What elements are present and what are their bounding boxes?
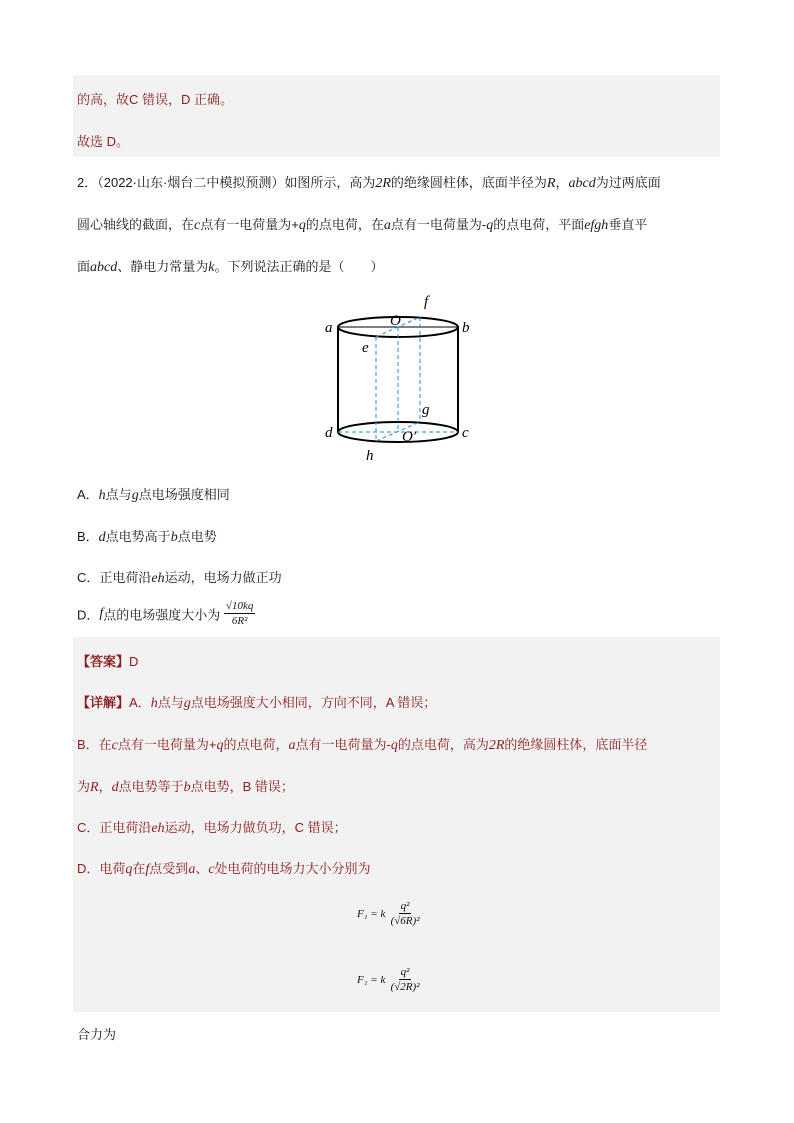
detail-label: 【详解】 [77, 695, 130, 710]
option-text: 点与 [105, 487, 132, 502]
math-var: a [288, 738, 296, 753]
label-O: O [390, 313, 401, 329]
question-source: （2022·山东·烟台二中模拟预测） [97, 175, 285, 190]
label-d: d [325, 425, 333, 441]
detail-text: 点受到 [149, 861, 189, 876]
math-var: d [98, 530, 106, 545]
math-var: 2R [375, 176, 391, 191]
label-O-prime: O′ [402, 429, 417, 445]
fraction-denominator: (√6R)² [390, 915, 420, 927]
option-text: 点电势高于 [105, 529, 171, 544]
detail-text: 的点电荷， [223, 737, 289, 752]
detail-line-c [77, 817, 347, 837]
answer-line [77, 651, 138, 670]
math-var: g [131, 488, 139, 503]
math-var: f [145, 862, 150, 877]
question-text: 如图所示，高为 [284, 175, 376, 190]
question-text: 。下列说法正确的是（ ） [214, 259, 384, 274]
fraction-numerator: q² [400, 900, 410, 912]
detail-text: B．在 [77, 737, 112, 752]
math-var: g [183, 696, 191, 711]
math-var: h [150, 696, 158, 711]
option-text: C．正电荷沿 [77, 570, 152, 585]
math-var: h [98, 488, 106, 503]
fraction-numerator: q² [400, 966, 410, 978]
footer-text: 合力为 [77, 1027, 117, 1042]
detail-line-b2 [77, 776, 294, 796]
detail-text: 点有一电荷量为- [295, 737, 391, 752]
math-var: a [383, 218, 391, 233]
option-c[interactable] [77, 567, 282, 587]
detail-text: 点与 [157, 695, 184, 710]
cylinder-figure [320, 290, 480, 465]
math-var: d [111, 780, 119, 795]
formula-lhs: F₁ = k [357, 974, 386, 986]
previous-solution-panel [73, 75, 720, 157]
math-var: q [125, 862, 133, 877]
option-text: A． [77, 487, 99, 502]
question-line-2 [77, 214, 647, 234]
label-b: b [462, 320, 470, 336]
question-line-3 [77, 256, 383, 276]
math-var: q [216, 738, 224, 753]
math-var: abcd [90, 260, 118, 275]
detail-line-b1 [77, 734, 647, 754]
detail-text: 处电荷的电场力大小分别为 [214, 861, 371, 876]
detail-line-a [77, 692, 436, 712]
question-text: 的点电荷，平面 [493, 217, 585, 232]
math-var: b [183, 780, 191, 795]
label-h: h [366, 448, 374, 464]
math-var: q [390, 738, 398, 753]
question-number: 2． [77, 175, 98, 190]
label-f: f [424, 294, 429, 310]
math-var: efgh [584, 218, 609, 233]
math-var: c [194, 218, 201, 233]
option-b[interactable] [77, 526, 217, 546]
math-var: c [111, 738, 118, 753]
math-var: c [208, 862, 215, 877]
answer-label: 【答案】 [77, 654, 130, 669]
bottom-front-arc [338, 432, 458, 442]
detail-text: 点有一电荷量为+ [117, 737, 217, 752]
math-var: abcd [568, 176, 596, 191]
question-text: 面 [77, 259, 91, 274]
formula-2 [357, 966, 422, 994]
math-var: a [188, 862, 196, 877]
detail-text: 的绝缘圆柱体，底面半径 [504, 737, 648, 752]
label-g: g [422, 402, 430, 418]
prev-solution-line-1: 的高，故C 错误，D 正确。 [77, 92, 234, 107]
math-var: eh [151, 571, 165, 586]
math-var: R [546, 176, 556, 191]
label-c: c [462, 425, 469, 441]
formula-fraction [389, 900, 422, 928]
label-e: e [362, 340, 369, 356]
detail-text: 点电势等于 [118, 779, 184, 794]
option-a[interactable] [77, 484, 230, 504]
math-var: k [208, 260, 215, 275]
detail-text: D．电荷 [77, 861, 126, 876]
question-text: 、静电力常量为 [117, 259, 209, 274]
formula-fraction [389, 966, 422, 994]
math-var: q [298, 218, 306, 233]
question-text: ， [555, 175, 569, 190]
option-text: 点电势 [177, 529, 217, 544]
detail-text: 的点电荷，高为 [397, 737, 489, 752]
detail-text: ， [98, 779, 112, 794]
math-var: q [486, 218, 494, 233]
option-d-fraction [224, 600, 255, 628]
detail-text: 点电势，B 错误； [190, 779, 294, 794]
detail-text: A． [129, 695, 151, 710]
detail-text: 在 [132, 861, 146, 876]
fraction-numerator: √10kq [225, 600, 254, 612]
detail-text: C．正电荷沿 [77, 820, 152, 835]
prev-solution-line-2: 故选 D。 [77, 134, 130, 149]
math-var: f [99, 606, 104, 621]
math-var: 2R [488, 738, 505, 753]
detail-text: 运动，电场力做负功，C 错误； [164, 820, 347, 835]
question-text: 的绝缘圆柱体，底面半径为 [390, 175, 547, 190]
question-text: 圆心轴线的截面，在 [77, 217, 195, 232]
detail-text: 为 [77, 779, 91, 794]
label-a: a [325, 320, 333, 336]
fraction-denominator: (√2R)² [390, 981, 420, 993]
fraction-denominator: 6R² [231, 615, 248, 627]
option-text: 运动，电场力做正功 [164, 570, 282, 585]
answer-value: D [129, 654, 139, 669]
detail-line-d [77, 858, 371, 878]
option-text: D． [77, 607, 100, 623]
option-text: 点电场强度相同 [138, 487, 230, 502]
question-text: 点有一电荷量为- [390, 217, 487, 232]
option-text: B． [77, 529, 99, 544]
question-text: 点有一电荷量为+ [200, 217, 299, 232]
question-text: 的点电荷，在 [305, 217, 384, 232]
question-line-1 [77, 172, 661, 192]
option-text: 点的电场强度大小为 [103, 607, 221, 623]
math-var: b [170, 530, 178, 545]
option-d[interactable] [77, 600, 255, 628]
question-text: 为过两底面 [595, 175, 661, 190]
formula-lhs: F₁ = k [357, 908, 386, 920]
detail-text: 、 [195, 861, 209, 876]
question-text: 垂直平 [608, 217, 648, 232]
formula-1 [357, 900, 422, 928]
detail-text: 点电场强度大小相同，方向不同，A 错误； [190, 695, 437, 710]
math-var: eh [151, 821, 165, 836]
math-var: R [90, 780, 99, 795]
